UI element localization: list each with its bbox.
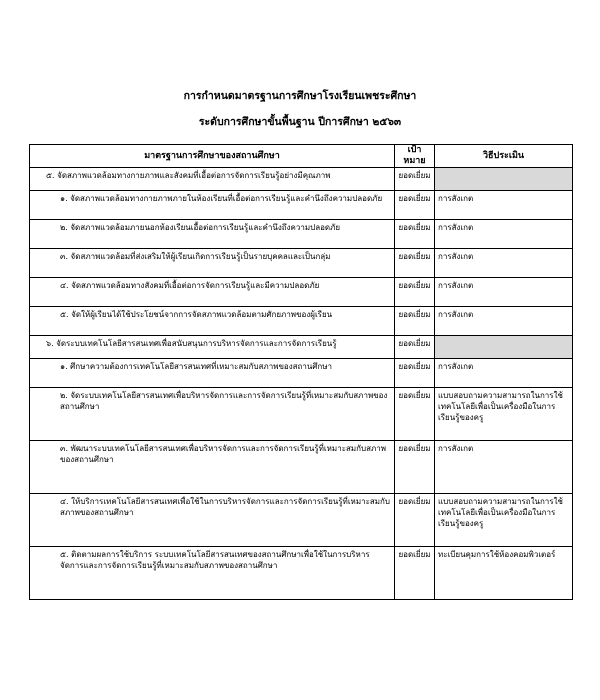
table-row: [30, 388, 573, 441]
method-cell: แบบสอบถามความสามารถในการใช้เทคโนโลยีเพื่อเป็นเครื่องมือในการเรียนรู้ของครู: [435, 494, 573, 547]
standard-text: ๔. ให้บริการเทคโนโลยีสารสนเทศเพื่อใช้ในการบริหารจัดการและการจัดการเรียนรู้ที่เหมาะสมกับสภาพของสถานศึกษา: [30, 494, 395, 547]
goal-cell: ยอดเยี่ยม: [395, 307, 435, 336]
method-cell: การสังเกต: [435, 249, 573, 278]
table-row: [30, 441, 573, 494]
method-cell: การสังเกต: [435, 307, 573, 336]
table-row: [30, 278, 573, 307]
table-row: [30, 359, 573, 388]
standard-text: ๑. ศึกษาความต้องการเทคโนโลยีสารสนเทศที่เหมาะสมกับสภาพของสถานศึกษา: [30, 359, 395, 388]
standard-text: ๔. จัดสภาพแวดล้อมทางสังคมที่เอื้อต่อการจัดการเรียนรู้และมีความปลอดภัย: [30, 278, 395, 307]
standard-text: ๓. จัดสภาพแวดล้อมที่ส่งเสริมให้ผู้เรียนเกิดการเรียนรู้เป็นรายบุคคลและเป็นกลุ่ม: [30, 249, 395, 278]
goal-cell: ยอดเยี่ยม: [395, 494, 435, 547]
goal-cell: ยอดเยี่ยม: [395, 388, 435, 441]
table-row: [30, 336, 573, 359]
goal-cell: ยอดเยี่ยม: [395, 168, 435, 191]
goal-cell: ยอดเยี่ยม: [395, 441, 435, 494]
header-goal: เป้าหมาย: [395, 145, 435, 168]
goal-cell: ยอดเยี่ยม: [395, 220, 435, 249]
table-row: [30, 220, 573, 249]
method-cell: การสังเกต: [435, 441, 573, 494]
method-cell: การสังเกต: [435, 278, 573, 307]
method-cell: [435, 336, 573, 359]
method-cell: การสังเกต: [435, 191, 573, 220]
document-subtitle: ระดับการศึกษาขั้นพื้นฐาน ปีการศึกษา ๒๕๖๓: [198, 116, 402, 128]
standard-text: ๖. จัดระบบเทคโนโลยีสารสนเทศเพื่อสนับสนุนการบริหารจัดการและการจัดการเรียนรู้: [30, 336, 395, 359]
standards-table: [29, 144, 573, 600]
header-method: วิธีประเมิน: [435, 145, 573, 168]
table-row: [30, 307, 573, 336]
standard-text: ๓. พัฒนาระบบเทคโนโลยีสารสนเทศเพื่อบริหารจัดการและการจัดการเรียนรู้ที่เหมาะสมกับสภาพของสถานศึกษา: [30, 441, 395, 494]
method-cell: ทะเบียนคุมการใช้ห้องคอมพิวเตอร์: [435, 547, 573, 600]
method-cell: แบบสอบถามความสามารถในการใช้เทคโนโลยีเพื่อเป็นเครื่องมือในการเรียนรู้ของครู: [435, 388, 573, 441]
method-cell: [435, 168, 573, 191]
table-row: [30, 249, 573, 278]
goal-cell: ยอดเยี่ยม: [395, 278, 435, 307]
standard-text: ๑. จัดสภาพแวดล้อมทางกายภาพภายในห้องเรียนที่เอื้อต่อการเรียนรู้และคำนึงถึงความปลอดภัย: [30, 191, 395, 220]
document-title: การกำหนดมาตรฐานการศึกษาโรงเรียนเพชระศึกษา: [183, 90, 417, 102]
standard-text: ๒. จัดสภาพแวดล้อมภายนอกห้องเรียนเอื้อต่อการเรียนรู้และคำนึงถึงความปลอดภัย: [30, 220, 395, 249]
table-row: [30, 547, 573, 600]
table-row: [30, 191, 573, 220]
standard-text: ๒. จัดระบบเทคโนโลยีสารสนเทศเพื่อบริหารจัดการและการจัดการเรียนรู้ที่เหมาะสมกับสภาพของสถานศึกษา: [30, 388, 395, 441]
standard-text: ๕. ติดตามผลการใช้บริการ ระบบเทคโนโลยีสารสนเทศของสถานศึกษาเพื่อใช้ในการบริหารจัดการและการจัดการเรียนรู้ที่เหมาะสมกับสภาพของสถานศึกษา: [30, 547, 395, 600]
header-standard: มาตรฐานการศึกษาของสถานศึกษา: [30, 145, 395, 168]
standard-text: ๕. จัดสภาพแวดล้อมทางกายภาพและสังคมที่เอื้อต่อการจัดการเรียนรู้อย่างมีคุณภาพ: [30, 168, 395, 191]
table-header-row: [30, 145, 573, 168]
standard-text: ๕. จัดให้ผู้เรียนได้ใช้ประโยชน์จากการจัดสภาพแวดล้อมตามศักยภาพของผู้เรียน: [30, 307, 395, 336]
goal-cell: ยอดเยี่ยม: [395, 547, 435, 600]
table-row: [30, 494, 573, 547]
goal-cell: ยอดเยี่ยม: [395, 249, 435, 278]
method-cell: การสังเกต: [435, 359, 573, 388]
goal-cell: ยอดเยี่ยม: [395, 191, 435, 220]
goal-cell: ยอดเยี่ยม: [395, 359, 435, 388]
table-row: [30, 168, 573, 191]
goal-cell: ยอดเยี่ยม: [395, 336, 435, 359]
method-cell: การสังเกต: [435, 220, 573, 249]
